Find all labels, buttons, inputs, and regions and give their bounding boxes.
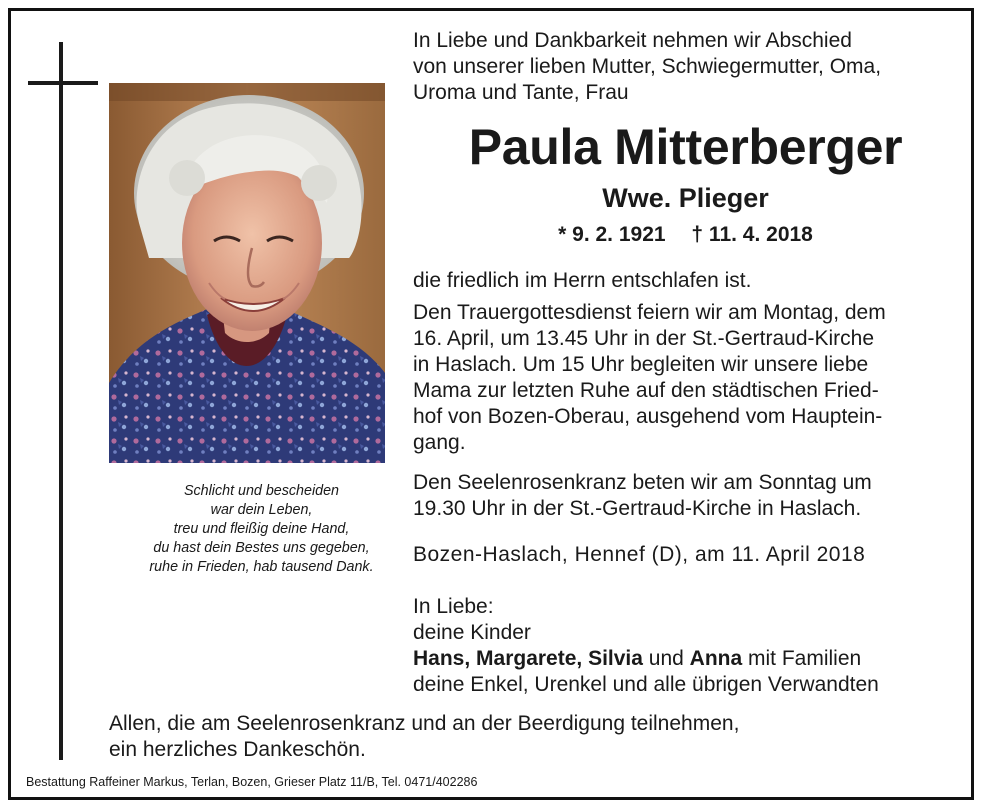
service-line: 16. April, um 13.45 Uhr in der St.-Gertraud-Kirche	[413, 327, 875, 350]
thanks-text	[109, 711, 739, 763]
poem-line: treu und fleißig deine Hand,	[173, 521, 350, 537]
service-line: in Haslach. Um 15 Uhr begleiten wir unsere liebe	[413, 353, 869, 376]
deceased-name: Paula Mitterberger	[468, 119, 903, 175]
service-line: Mama zur letzten Ruhe auf den städtischen Fried-	[413, 379, 879, 402]
intro-text	[413, 28, 958, 106]
place-date: Bozen-Haslach, Hennef (D), am 11. April 2018	[413, 543, 866, 566]
intro-line: In Liebe und Dankbarkeit nehmen wir Abschied	[413, 29, 852, 52]
poem-line: du hast dein Bestes uns gegeben,	[153, 540, 370, 556]
birth-date: * 9. 2. 1921	[558, 223, 666, 246]
funeral-home-footer: Bestattung Raffeiner Markus, Terlan, Bozen, Grieser Platz 11/B, Tel. 0471/402286	[26, 775, 478, 789]
children-names: Hans, Margarete, Silvia	[413, 647, 643, 670]
thanks-line: ein herzliches Dankeschön.	[109, 738, 366, 761]
children-label: deine Kinder	[413, 621, 531, 644]
mourners-list	[413, 594, 958, 698]
funeral-service-text	[413, 300, 958, 456]
children-line	[413, 646, 958, 672]
and-word: und	[648, 647, 684, 670]
thanks-line: Allen, die am Seelenrosenkranz und an der Beerdigung teilnehmen,	[109, 712, 740, 735]
memorial-poem	[109, 482, 414, 577]
cross-icon-vertical-bar	[59, 42, 63, 760]
poem-line: Schlicht und bescheiden	[184, 483, 339, 499]
mourners-heading: In Liebe:	[413, 595, 494, 618]
death-date: † 11. 4. 2018	[691, 223, 813, 246]
poem-line: ruhe in Frieden, hab tausend Dank.	[149, 559, 374, 575]
families-text: mit Familien	[748, 647, 862, 670]
intro-line: von unserer lieben Mutter, Schwiegermutter, Oma,	[413, 55, 882, 78]
intro-line: Uroma und Tante, Frau	[413, 81, 629, 104]
relatives-line: deine Enkel, Urenkel und alle übrigen Verwandten	[413, 673, 879, 696]
poem-line: war dein Leben,	[210, 502, 313, 518]
service-line: Den Trauergottesdienst feiern wir am Montag, dem	[413, 301, 886, 324]
life-dates	[413, 220, 958, 250]
rosary-line: Den Seelenrosenkranz beten wir am Sonntag um	[413, 471, 872, 494]
rosary-text	[413, 470, 958, 522]
last-child-name: Anna	[689, 647, 743, 670]
rosary-line: 19.30 Uhr in der St.-Gertraud-Kirche in Haslach.	[413, 497, 862, 520]
passed-text: die friedlich im Herrn entschlafen ist.	[413, 269, 752, 292]
widow-name: Wwe. Plieger	[602, 183, 769, 213]
service-line: hof von Bozen-Oberau, ausgehend vom Hauptein-	[413, 405, 883, 428]
service-line: gang.	[413, 431, 466, 454]
portrait-photo	[109, 83, 385, 463]
cross-icon-horizontal-bar	[28, 81, 98, 85]
